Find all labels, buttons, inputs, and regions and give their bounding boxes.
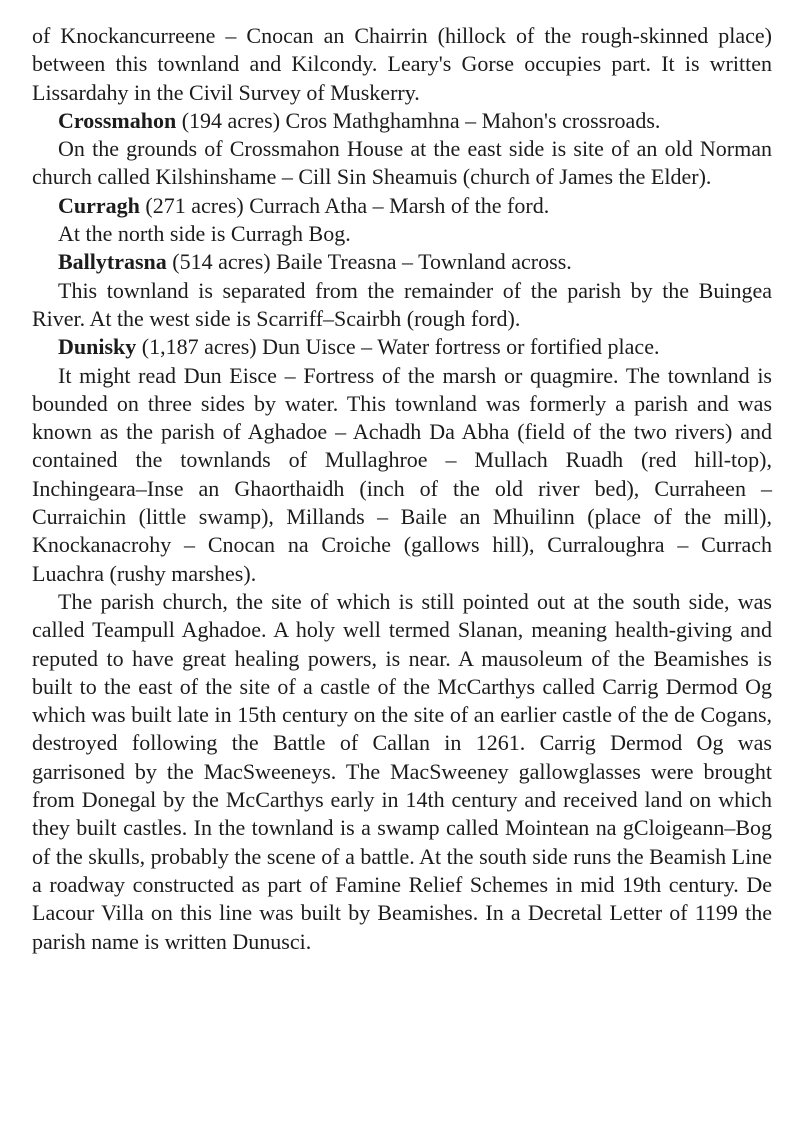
townland-name: Curragh <box>58 192 140 218</box>
townland-name: Ballytrasna <box>58 249 167 275</box>
paragraph-text: of Knockancurreene – Cnocan an Chairrin (hillock of the rough-skinned place) between this townland and Kilcondy. Leary's Gorse occupies part. It is written Lissardahy in the Civil Survey of Muskerry. <box>32 23 772 105</box>
townland-entry-curragh <box>32 192 772 220</box>
paragraph-parish-church <box>32 588 772 956</box>
paragraph-curragh-detail <box>32 220 772 248</box>
paragraph-text: On the grounds of Crossmahon House at the east side is site of an old Norman church called Kilshinshame – Cill Sin Sheamuis (church of James the Elder). <box>32 136 772 190</box>
townland-description: (514 acres) Baile Treasna – Townland across. <box>166 249 572 275</box>
townland-name: Dunisky <box>58 334 137 360</box>
townland-entry-crossmahon <box>32 107 772 135</box>
paragraph-ballytrasna-detail <box>32 277 772 334</box>
townland-name: Crossmahon <box>58 107 177 133</box>
paragraph-text: This townland is separated from the remainder of the parish by the Buingea River. At the west side is Scarriff–Scairbh (rough ford). <box>32 277 772 331</box>
paragraph-dunisky-detail <box>32 362 772 588</box>
townland-entry-dunisky <box>32 333 772 361</box>
townland-description: (194 acres) Cros Mathghamhna – Mahon's crossroads. <box>176 107 661 133</box>
paragraph-text: The parish church, the site of which is still pointed out at the south side, was called Teampull Aghadoe. A holy well termed Slanan, meaning health-giving and reputed to have great healing powers, is near. A mausoleum of the Beamishes is built to the east of the site of a castle of the McCarthys called Carrig Dermod Og which was built late in 15th century on the site of an earlier castle of the de Cogans, destroyed following the Battle of Callan in 1261. Carrig Dermod Og was garrisoned by the MacSweeneys. The MacSweeney gallowglasses were brought from Donegal by the McCarthys early in 14th century and received land on which they built castles. In the townland is a swamp called Mointean na gCloigeann–Bog of the skulls, probably the scene of a battle. At the south side runs the Beamish Line a roadway constructed as part of Famine Relief Schemes in mid 19th century. De Lacour Villa on this line was built by Beamishes. In a Decretal Letter of 1199 the parish name is written Dunusci. <box>32 588 772 954</box>
paragraph-crossmahon-detail <box>32 135 772 192</box>
townland-description: (1,187 acres) Dun Uisce – Water fortress or fortified place. <box>136 334 660 360</box>
document-page <box>32 22 772 956</box>
paragraph-text: It might read Dun Eisce – Fortress of the marsh or quagmire. The townland is bounded on three sides by water. This townland was formerly a parish and was known as the parish of Aghadoe – Achadh Da Abha (field of the two rivers) and contained the townlands of Mullaghroe – Mullach Ruadh (red hill-top), Inchingeara–Inse an Ghaorthaidh (inch of the old river bed), Curraheen – Curraichin (little swamp), Millands – Baile an Mhuilinn (place of the mill), Knockanacrohy – Cnocan na Croiche (gallows hill), Curraloughra – Currach Luachra (rushy marshes). <box>32 362 772 586</box>
townland-entry-ballytrasna <box>32 248 772 276</box>
townland-description: (271 acres) Currach Atha – Marsh of the ford. <box>139 192 550 218</box>
paragraph-text: At the north side is Curragh Bog. <box>58 221 351 247</box>
paragraph-continuation <box>32 22 772 107</box>
